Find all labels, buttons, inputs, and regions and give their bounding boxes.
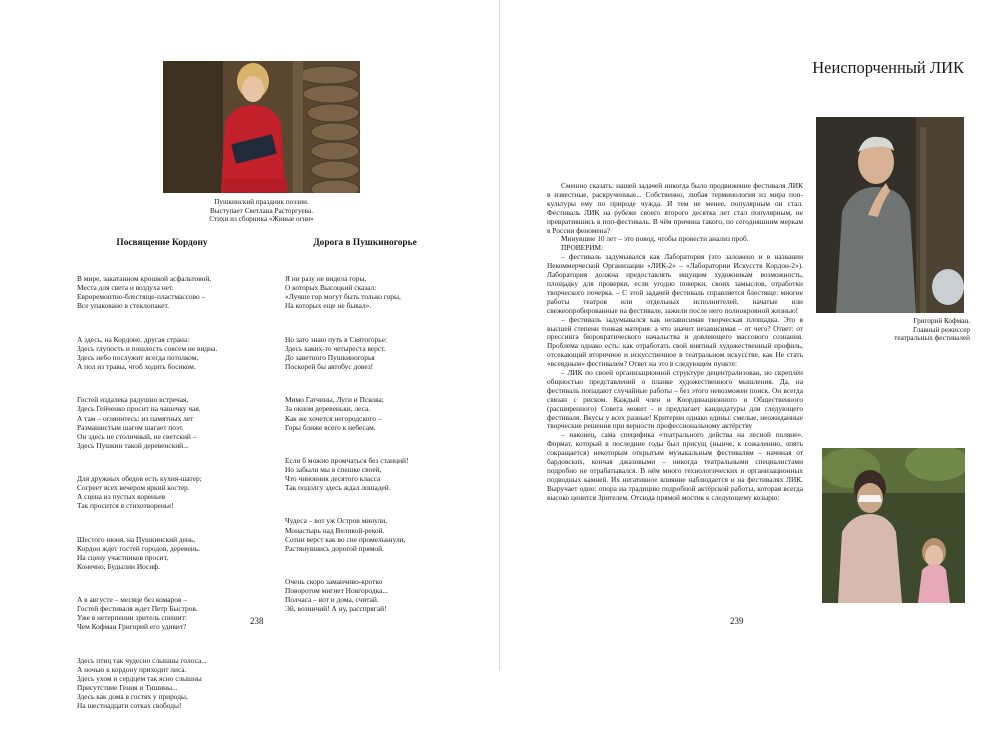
article-paragraph: ПРОВЕРИМ: (561, 243, 604, 253)
photo-caption-line: Пушкинский праздник поэзии. (214, 198, 309, 206)
poem-stanza: Здесь птиц так чудесно слышны голоса... А ночью к кордону приходит лиса. Здесь ухом и сердцем так ясно слышны Присутствие Гения и Тишины... Здесь как дома в гостях у природы, На шестнадцати сотках свободы! (77, 655, 207, 711)
man-portrait-photo (816, 117, 964, 313)
poem-stanza: Шестого июня, на Пушкинский день, Кордон ждет гостей городов, деревень. На сцену участников просит, Конечно, Будылин Иосиф. (77, 534, 200, 571)
article-paragraph: – фестиваль задумывался как независимая творческая площадка. Это в высшей степени тонкая материя: а что значит независимая – от чего? Ответ: от прессинга бюрократического начальства и довлеющего массового сознания. Проблема однако есть: как отработать свой внятный художественный профиль, отсекающий вторичное и искусственное в театральном искусстве, как Не стать «всеядным» фестивалем? Ответ на это в следующем пункте: (547, 314, 803, 369)
poem-stanza: Если б можно промчаться без станций! Но забыли мы в спешке своей, Что чиновник десятого класса Так подолгу здесь ждал лошадей. (285, 455, 409, 493)
poem-stanza: В мире, закатанном крошкой асфальтовой, Места для света и воздуха нет. Евроремонтно-блестяще-пластмассово – Все упаковано в стеклопакет. (77, 274, 212, 311)
photo-caption-line: Выступает Светлана Расторгуева. (209, 206, 314, 215)
left-page (0, 0, 500, 711)
right-page (500, 0, 1000, 670)
woman-reading-photo-art (163, 61, 360, 193)
poem-body (77, 256, 272, 735)
photo-caption-line: Григорий Кофман. (913, 317, 970, 325)
poem-stanza: Очень скоро заманчиво-кротко Поворотом мигнет Новгородка... Полчаса – вот и дома, считай. Эй, возничий! А ну, расспрягай! (285, 577, 388, 614)
man-portrait-photo-art (816, 117, 964, 313)
poem-stanza: Для дружных обедов есть кухня-шатер; Согреет всех вечером яркий костер. А сцена из пустых кореньев Так просится в стихотворенье! (77, 474, 202, 511)
poem-stanza: Чудеса – вот уж Остров минули, Монастырь над Великой-рекой. Сотни верст как во сне промелькнули, Растянувшись дорогой прямой. (285, 516, 406, 553)
article-paragraph: – ЛИК по своей организационной структуре децентрализован, но скреплён общностью представлений о планке художественного мышления. Да, на фестиваль попадают случайные работы – без этого невозможен поиск. Он всегда связан с риском. Каждый член и Координационного и Общественного (расширенного) Совета может - и предлагает кандидатуры для следующего фестиваля. Вкусы у всех разные! Критерии однако едины: смелые, неожиданные творческие решения при верности профессиональному актёрству (547, 368, 803, 431)
poem-stanza: Но зато знаю путь в Святогорье: Здесь каких-то четыреста верст. До заветного Пушкиногорья Поскорей бы автобус довез! (285, 334, 388, 372)
poem-stanza: А здесь, на Кордоне, другая страна: Здесь глупость и пошлость совсем не видна. Здесь небо послужит всегда потолком, А пол из травы, чтоб ходить босиком. (77, 334, 218, 372)
photo-caption (163, 198, 360, 224)
article-title: Неиспорченный ЛИК (812, 58, 964, 77)
article-paragraph: – фестиваль задумывался как Лаборатория (это заложено и в названии Некоммерческой Организации «ЛИК-2» – «Лаборатории Искусств Кордон-2»). Лаборатория должна предоставлять ищущим художникам возможность, площадку для проверки, если угодно поверки, своих замыслов, отработки творческого почерка. – С этой задачей фестиваль справляется блестяще: многие работы театров или отдельных исполнителей, начатые или свежеопробированные на фестивале, зажили после него полнокровной жизнью! (547, 252, 803, 315)
poem-body (285, 256, 465, 638)
page-number: 238 (250, 616, 264, 626)
article-body (547, 182, 803, 503)
poem-stanza: Мимо Гатчины, Луги и Пскова; За окном деревеньки, леса. Как же хочется негородского – Горы ближе всего к небесам. (285, 395, 384, 432)
article-paragraph: – наконец, сама специфика «театрального действа на лесной поляне». Формат, который в последние годы был присущ (нынче, к сожалению, опять сокращается) некоторым открытым музыкальным фестивалям – начиная от бардовских, кончая джазовыми – никогда театральными специалистами подробно не отрабатывался. В нём много технологических и организационных подводных камней. Их негативное влияние наблюдается и на фестивалях ЛИК. Выручает одно: опора на традицию подробной актёрской работы, которая всегда высоко ценится Зрителем. Отсюда прямой мостик к следующему козырю: (547, 430, 803, 502)
poem-title: Посвящение Кордону (116, 238, 208, 248)
masked-woman-and-child-photo (822, 448, 965, 603)
masked-woman-and-child-photo-art (822, 448, 965, 603)
photo-caption-line: театральных фестивалей (894, 334, 970, 343)
page-number: 239 (730, 616, 744, 626)
poem-title: Дорога в Пушкиногорье (313, 238, 417, 248)
poem-stanza: Я ни разу не видела горы, О которых Высоцкий сказал: «Лучше гор могут быть только горы, На которых еще не бывал». (285, 274, 401, 311)
poem-stanza: Гостей издалека радушно встречая, Здесь Гейченко просит на чашечку чая. А там – оглянитесь: из памятных лет Размашистым шагом шагает поэт. Он здесь не столичный, не светский – Здесь Пушкин такой деревенский... (77, 395, 201, 450)
poem-stanza: А в августе – месяце без комаров – Гостей фестиваля ждет Петр Быстров. Уже в нетерпении зритель спешит: Чем Кофман Григорий его удивит? (77, 595, 198, 632)
photo-caption-line: Стихи из сборника «Живые огни» (209, 215, 314, 224)
article-paragraph: Смешно сказать: нашей задачей никогда было продвижение фестиваля ЛИК в известные, раскрученные... Собственно, любая терминология из мира поп-культуры ему по природе чужда. И тем не менее, популярным он стал. Фестиваль ЛИК на рубеже своего второго десятка лет стал популярным, не превратившись в поп-фестиваль. В чём причина такого, по сегодняшним меркам в России феномена? (547, 181, 803, 235)
photo-caption-line: Главный режиссер (913, 325, 970, 334)
woman-reading-photo (163, 61, 360, 193)
photo-caption (825, 317, 970, 343)
article-paragraph: Минувшие 10 лет – это повод, чтобы провести анализ проб. (561, 234, 749, 244)
